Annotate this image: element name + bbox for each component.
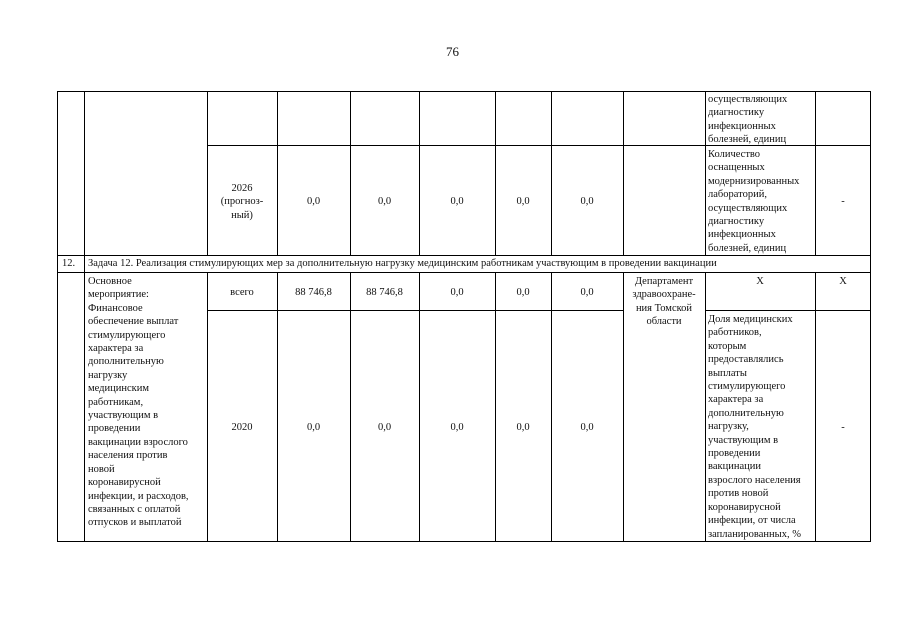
page-number: 76: [446, 44, 459, 59]
budget-table: [57, 91, 871, 542]
value-cell: 0,0: [516, 287, 530, 298]
executor: Департамент здравоохране- ния Томской области: [632, 276, 696, 328]
measure-description: Основное мероприятие: Финансовое обеспечение выплат стимулирующего характера за дополнительную нагрузку медицинским работникам, участвующим в проведении вакцинации взрослого населения против новой коронавирусной инфекции, и расходов, связанных с оплатой отпусков и выплатой: [88, 276, 189, 529]
value-cell: 0,0: [377, 196, 392, 207]
value-cell: 88 746,8: [295, 287, 332, 298]
value-x: X: [839, 276, 847, 287]
indicator-value: -: [841, 196, 845, 207]
value-cell: 0,0: [580, 287, 594, 298]
value-cell: 88 746,8: [366, 287, 403, 298]
task-title: Задача 12. Реализация стимулирующих мер за дополнительную нагрузку медицинским работникам участвующим в проведении вакцинации: [88, 258, 717, 269]
indicator-labs-text: Количество оснащенных модернизированных лабораторий, осуществляющих диагностику инфекционных болезней, единиц: [708, 149, 800, 254]
total-label: всего: [230, 287, 254, 298]
indicator-x: X: [756, 276, 764, 287]
value-cell: 0,0: [450, 422, 464, 433]
value-cell: 0,0: [306, 422, 321, 433]
task-number: 12.: [62, 258, 76, 269]
year-2026-label: 2026 (прогноз- ный): [220, 183, 264, 221]
value-cell: 0,0: [377, 422, 392, 433]
value-cell: 0,0: [580, 196, 594, 207]
value-cell: 0,0: [450, 196, 464, 207]
value-cell: 0,0: [580, 422, 594, 433]
year-2020-label: 2020: [231, 422, 253, 433]
indicator-tail-text: осуществляющих диагностику инфекционных болезней, единиц: [708, 94, 788, 146]
value-cell: 0,0: [450, 287, 464, 298]
indicator-share-text: Доля медицинских работников, которым предоставлялись выплаты стимулирующего характера за дополнительную нагрузку, участвующим в проведении вакцинации взрослого населения против новой коронавирусной инфекции, от числа запланированных, %: [708, 314, 801, 540]
value-cell: 0,0: [306, 196, 321, 207]
indicator-value: -: [841, 422, 845, 433]
value-cell: 0,0: [516, 422, 530, 433]
value-cell: 0,0: [516, 196, 530, 207]
